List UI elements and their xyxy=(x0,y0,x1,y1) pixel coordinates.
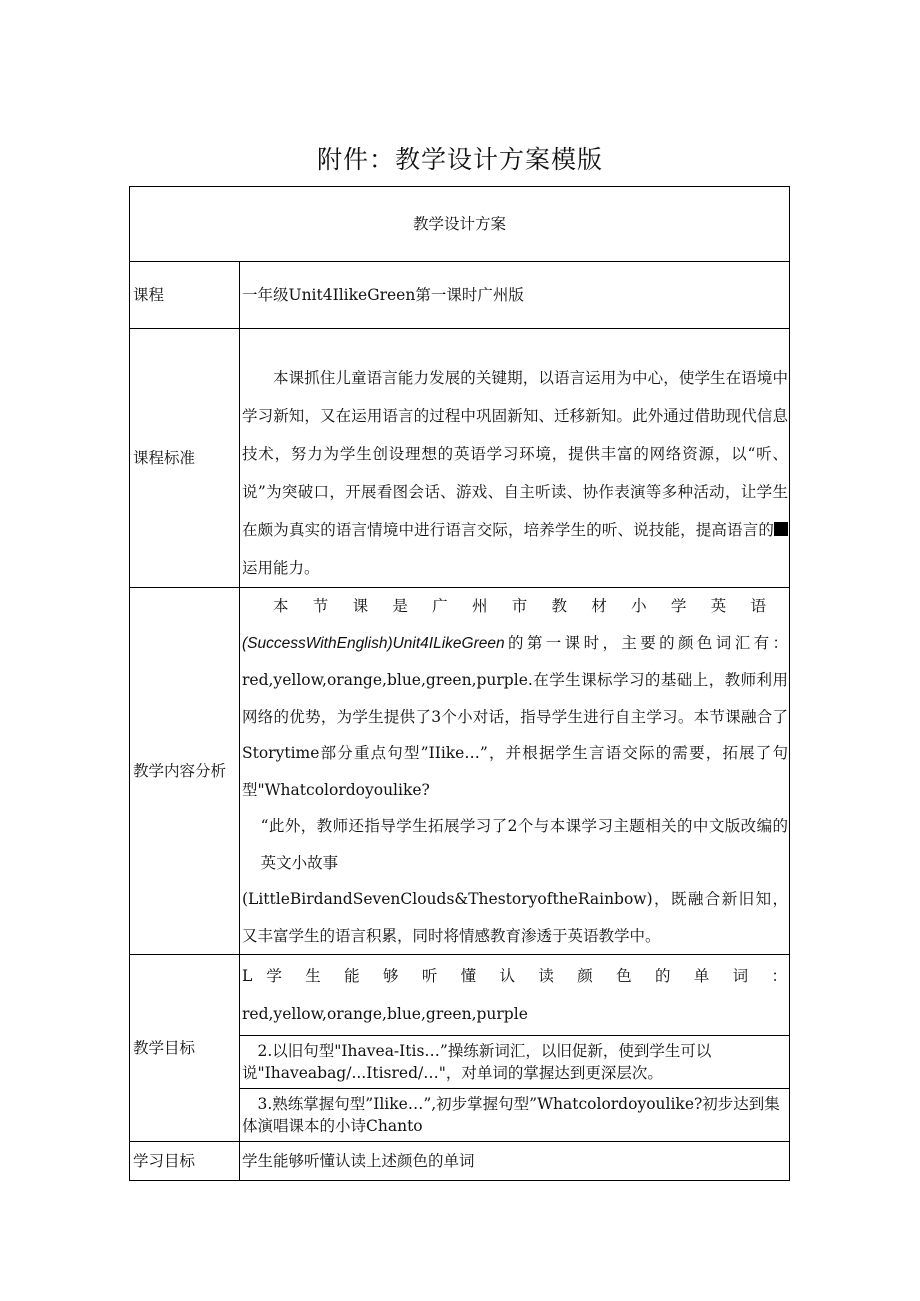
objectives-list xyxy=(240,955,789,1141)
table-row-course xyxy=(130,262,790,329)
analysis-line-3: “此外，教师还指导学生拓展学习了2个与本课学习主题相关的中文版改编的英文小故事 xyxy=(260,817,788,872)
objectives-content xyxy=(240,955,790,1142)
table-row-objectives xyxy=(130,955,790,1142)
analysis-content xyxy=(240,588,790,955)
analysis-book-title: (SuccessWithEnglish)Unit4ILikeGreen xyxy=(242,634,505,652)
analysis-label: 教学内容分析 xyxy=(130,588,240,955)
table-row-standard xyxy=(130,329,790,588)
analysis-paragraph xyxy=(242,588,788,954)
objective-item xyxy=(240,1036,789,1089)
redaction-mark xyxy=(774,522,788,536)
objective-2: 2.以旧句型"Ihavea-Itis…”操练新词汇，以旧促新，使到学生可以说"Ihaveabag/...Itisred/…"，对单词的掌握达到更深层次。 xyxy=(240,1036,789,1089)
page-title: 附件：教学设计方案模版 xyxy=(316,145,603,174)
objective-1-line-2: red,yellow,orange,blue,green,purple xyxy=(242,1005,528,1023)
standard-label: 课程标准 xyxy=(130,329,240,588)
standard-content xyxy=(240,329,790,588)
analysis-line-1: 本节课是广州市教材小学英语 xyxy=(273,597,788,615)
course-label: 课程 xyxy=(130,262,240,329)
analysis-line-2: (SuccessWithEnglish)Unit4ILikeGreen的第一课时，主要的颜色词汇有：red,yellow,orange,blue,green,purple.在学生课标学习的基础上，教师利用网络的优势，为学生提供了3个小对话，指导学生进行自主学习。本节课融合了Storytime部分重点句型”IIike…”，并根据学生言语交际的需要，拓展了句型"Whatcolordoyoulike? xyxy=(242,633,788,799)
objective-item xyxy=(240,1089,789,1142)
objective-1-line-1: L 学 生 能 够 听 懂 认 读 颜 色 的 单 词 ： xyxy=(242,967,787,985)
table-row-analysis xyxy=(130,588,790,955)
learning-label: 学习目标 xyxy=(130,1142,240,1181)
standard-paragraph: 本课抓住儿童语言能力发展的关键期，以语言运用为中心，使学生在语境中学习新知，又在运用语言的过程中巩固新知、迁移新知。此外通过借助现代信息技术，努力为学生创设理想的英语学习环境，提供丰富的网络资源，以“听、说”为突破口，开展看图会话、游戏、自主听读、协作表演等多种活动，让学生在颇为真实的语言情境中进行语言交际，培养学生的听、说技能，提高语言的运用能力。 xyxy=(242,369,788,577)
analysis-line-4: (LittleBirdandSevenClouds&ThestoryoftheRainbow)，既融合新旧知，又丰富学生的语言积累，同时将情感教育渗透于英语教学中。 xyxy=(242,890,788,945)
table-header: 教学设计方案 xyxy=(130,187,790,262)
objectives-label: 教学目标 xyxy=(130,955,240,1142)
objective-3: 3.熟练掌握句型”Ilike…”,初步掌握句型”Whatcolordoyoulike?初步达到集体演唱课本的小诗Chanto xyxy=(242,1095,780,1135)
learning-value: 学生能够听懂认读上述颜色的单词 xyxy=(240,1142,790,1181)
teaching-design-table xyxy=(129,186,790,1181)
objective-item xyxy=(240,955,789,1036)
course-value: 一年级Unit4IlikeGreen第一课时广州版 xyxy=(240,262,790,329)
table-header-row xyxy=(130,187,790,262)
table-row-learning xyxy=(130,1142,790,1181)
